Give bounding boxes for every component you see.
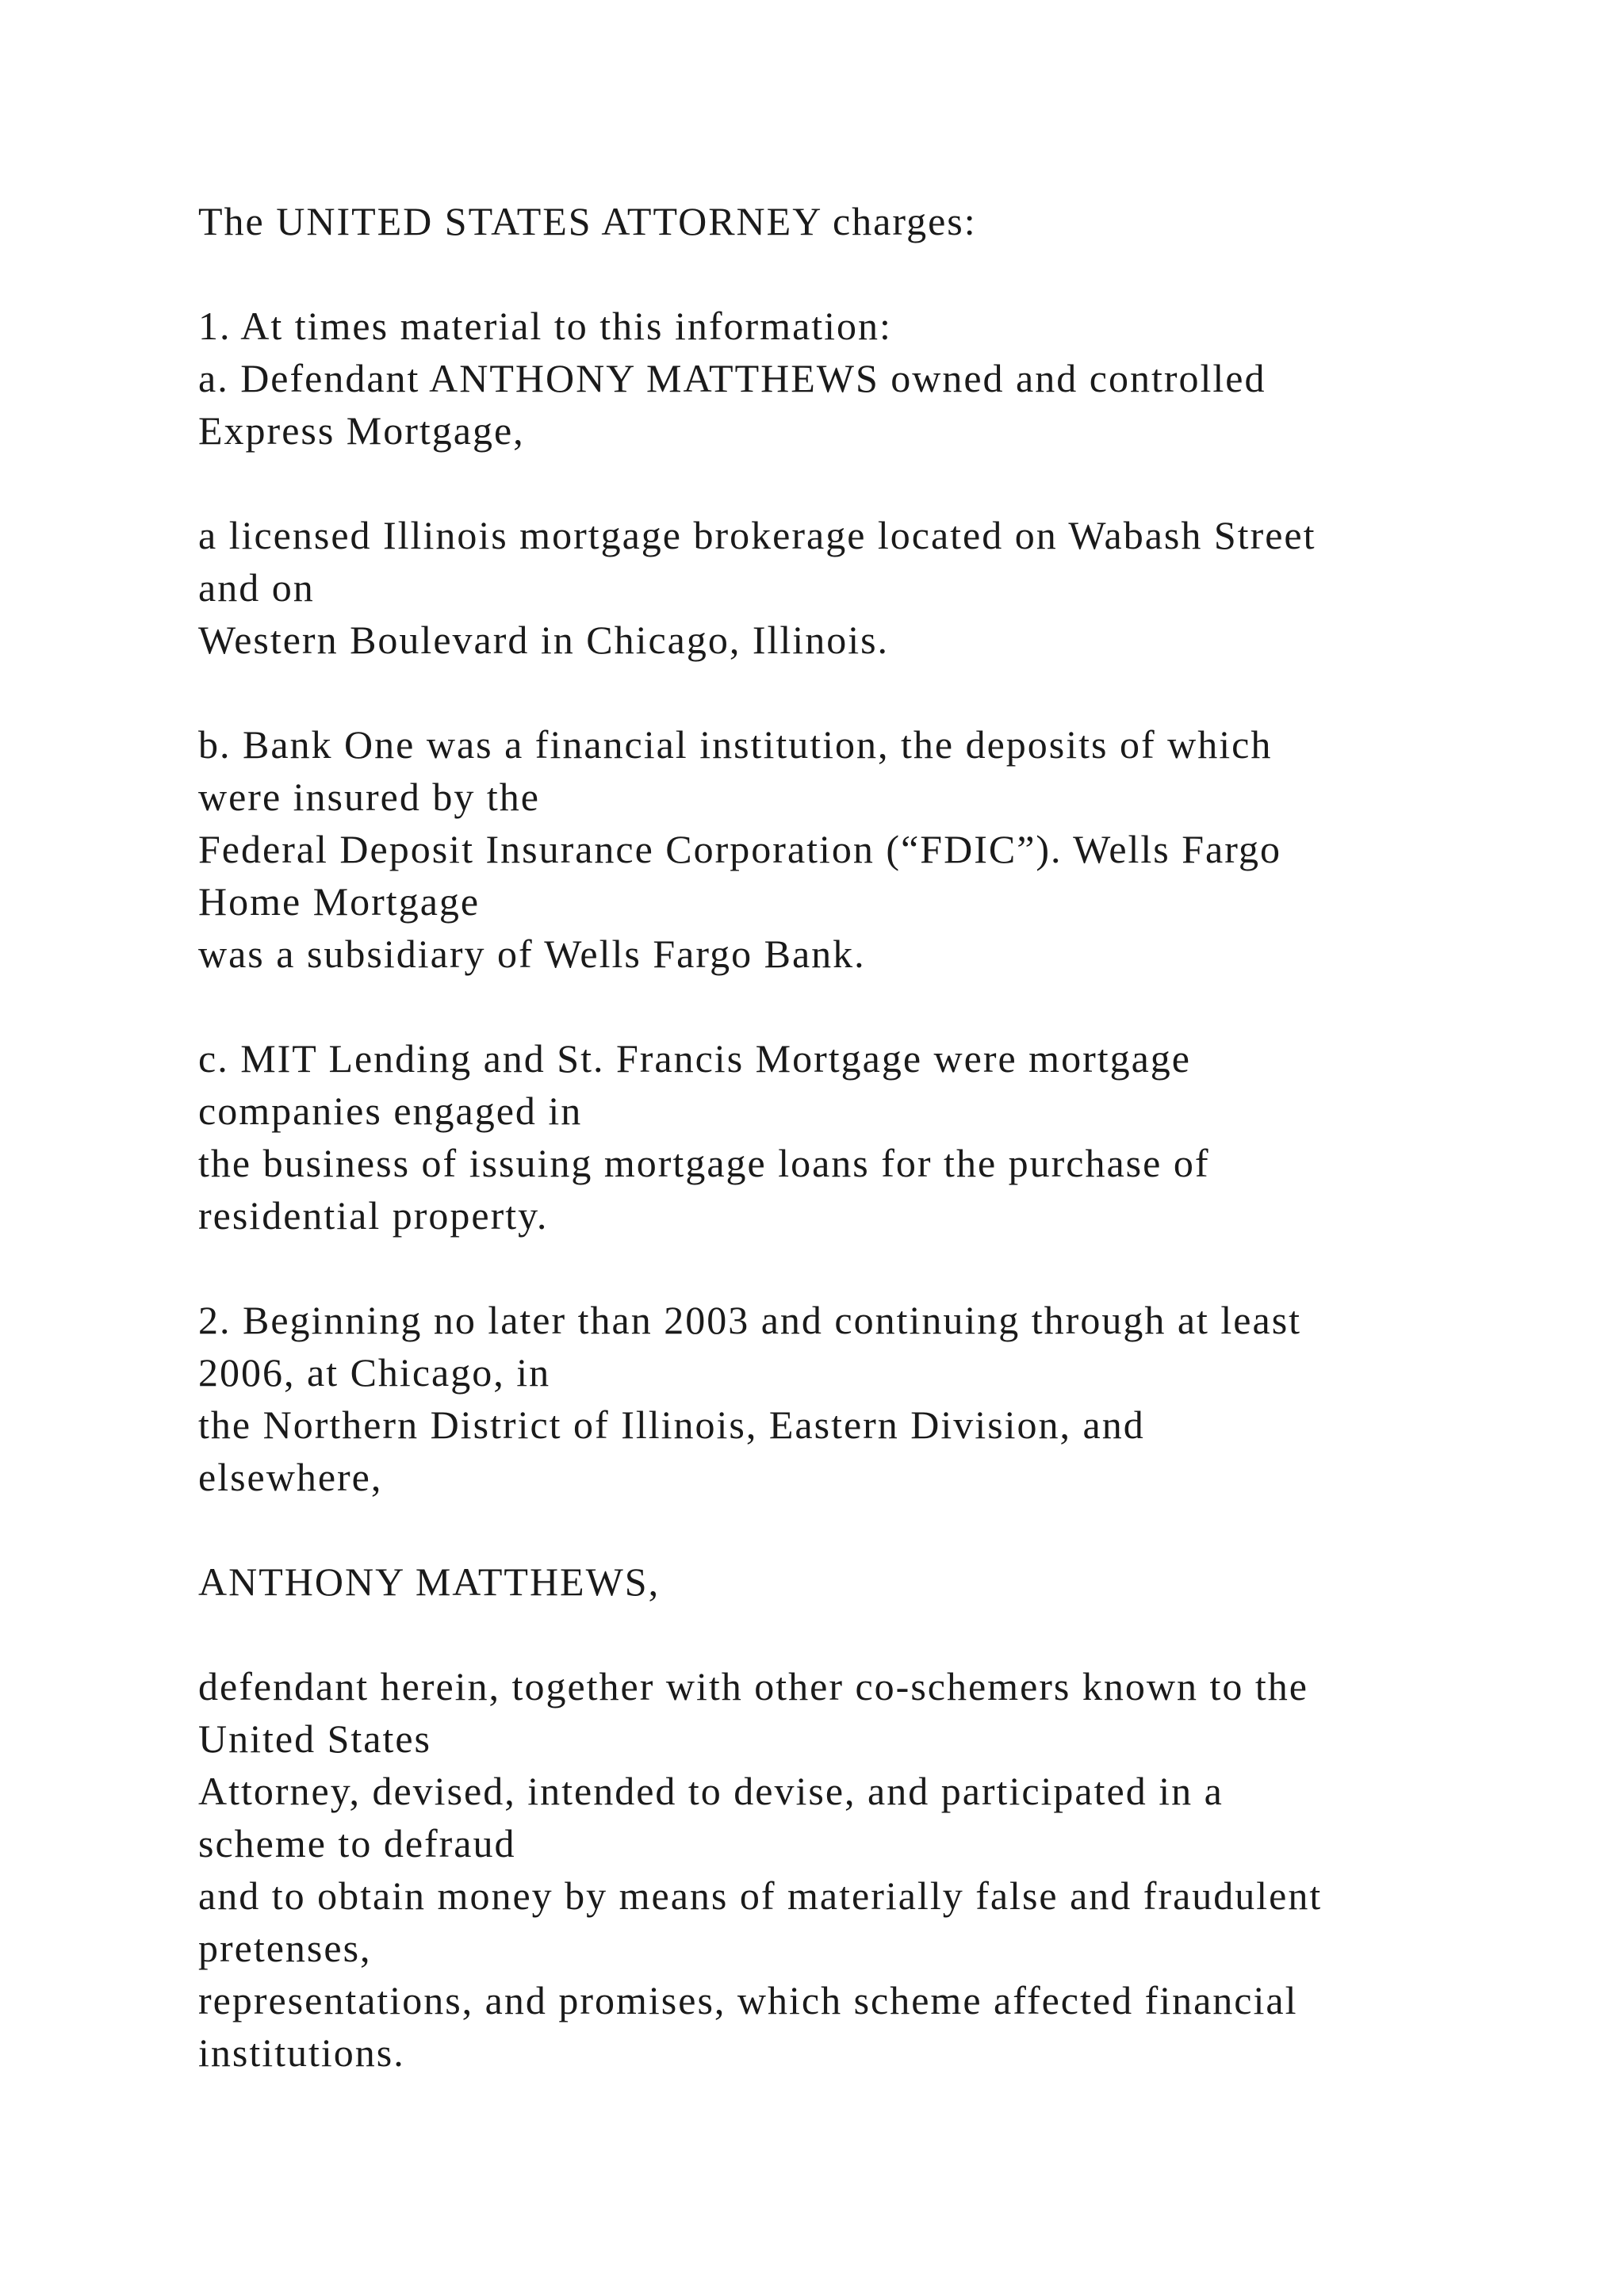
paragraph-1b-line: Federal Deposit Insurance Corporation (“FDIC”). Wells Fargo bbox=[198, 827, 1281, 871]
paragraph-3-line: defendant herein, together with other co-schemers known to the bbox=[198, 1664, 1308, 1709]
charges-heading: The UNITED STATES ATTORNEY charges: bbox=[198, 199, 977, 243]
paragraph-3-line: representations, and promises, which scheme affected financial bbox=[198, 1978, 1298, 2022]
paragraph-1c-line: c. MIT Lending and St. Francis Mortgage were mortgage bbox=[198, 1036, 1191, 1081]
paragraph-spacer bbox=[198, 1608, 1515, 1660]
paragraph-1b-line: Home Mortgage bbox=[198, 879, 481, 924]
paragraph-2-line: 2006, at Chicago, in bbox=[198, 1350, 551, 1395]
paragraph-spacer bbox=[198, 1242, 1515, 1294]
paragraph-1b-line: b. Bank One was a financial institution, the deposits of which bbox=[198, 722, 1273, 767]
paragraph-1c-line: companies engaged in bbox=[198, 1089, 583, 1133]
paragraph-3-line: scheme to defraud bbox=[198, 1821, 516, 1866]
paragraph-3-line: United States bbox=[198, 1716, 432, 1761]
paragraph-1b-line: was a subsidiary of Wells Fargo Bank. bbox=[198, 932, 866, 976]
paragraph-2-line: elsewhere, bbox=[198, 1455, 383, 1499]
paragraph-1a-cont-line: and on bbox=[198, 565, 315, 610]
paragraph-3-line: Attorney, devised, intended to devise, and participated in a bbox=[198, 1769, 1224, 1813]
paragraph-1c-line: the business of issuing mortgage loans for the purchase of bbox=[198, 1141, 1210, 1185]
paragraph-spacer bbox=[198, 457, 1515, 509]
paragraph-1a-cont-line: Western Boulevard in Chicago, Illinois. bbox=[198, 618, 890, 662]
paragraph-2-line: 2. Beginning no later than 2003 and continuing through at least bbox=[198, 1298, 1302, 1342]
paragraph-1-intro: 1. At times material to this information: bbox=[198, 304, 892, 348]
paragraph-spacer bbox=[198, 980, 1515, 1032]
paragraph-3-line: and to obtain money by means of materially false and fraudulent bbox=[198, 1873, 1323, 1918]
paragraph-3-line: pretenses, bbox=[198, 1926, 372, 1970]
document-body bbox=[198, 195, 1515, 2079]
paragraph-1b-line: were insured by the bbox=[198, 775, 540, 819]
paragraph-1a-line: a. Defendant ANTHONY MATTHEWS owned and controlled bbox=[198, 356, 1266, 400]
paragraph-spacer bbox=[198, 247, 1515, 300]
paragraph-2-line: the Northern District of Illinois, Eastern Division, and bbox=[198, 1402, 1145, 1447]
paragraph-spacer bbox=[198, 666, 1515, 718]
paragraph-1a-line: Express Mortgage, bbox=[198, 408, 525, 453]
paragraph-1a-cont-line: a licensed Illinois mortgage brokerage located on Wabash Street bbox=[198, 513, 1316, 557]
paragraph-1c-line: residential property. bbox=[198, 1193, 549, 1238]
paragraph-3-line: institutions. bbox=[198, 2030, 405, 2075]
paragraph-spacer bbox=[198, 1503, 1515, 1556]
defendant-name: ANTHONY MATTHEWS, bbox=[198, 1559, 661, 1604]
